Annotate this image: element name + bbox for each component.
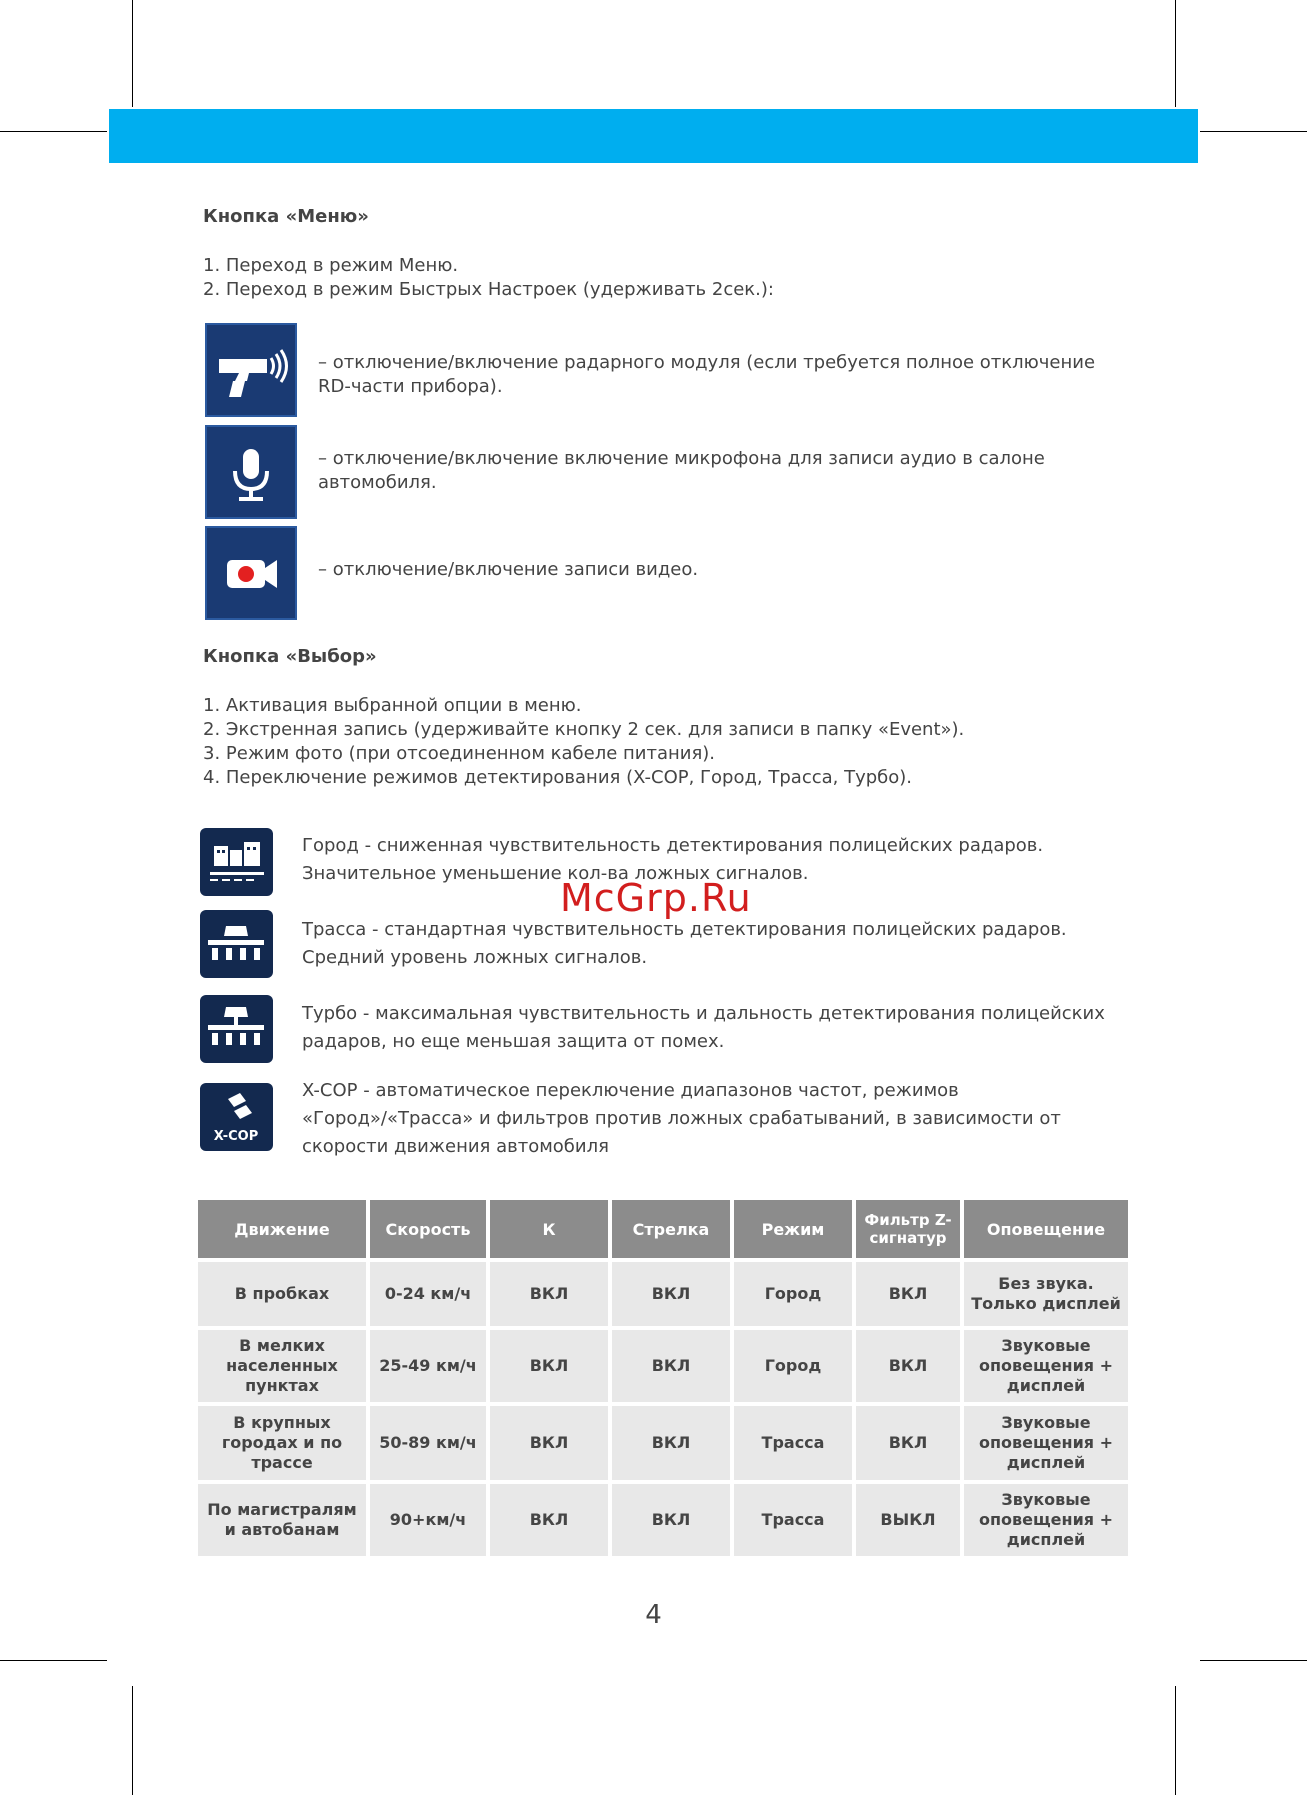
- video-record-icon: [205, 526, 297, 620]
- header-mode: Режим: [734, 1200, 852, 1258]
- cell-speed: 50-89 км/ч: [370, 1406, 486, 1480]
- cell-k: ВКЛ: [490, 1406, 608, 1480]
- table-row: [198, 1484, 1128, 1556]
- xcop-icon-label: X-COP: [213, 1129, 259, 1144]
- menu-line: 1. Переход в режим Меню.: [203, 255, 459, 276]
- cell-k: ВКЛ: [490, 1330, 608, 1402]
- header-k: К: [490, 1200, 608, 1258]
- table-row: [198, 1262, 1128, 1326]
- xcop-icon: [200, 1083, 273, 1151]
- turbo-icon: [200, 995, 273, 1063]
- microphone-icon: [205, 425, 297, 519]
- crop-mark: [132, 1686, 133, 1795]
- radar-gun-icon: [205, 323, 297, 417]
- header-filter: Фильтр Z-сигнатур: [856, 1200, 960, 1258]
- cell-arrow: ВКЛ: [612, 1330, 730, 1402]
- cell-filter: ВЫКЛ: [856, 1484, 960, 1556]
- cell-speed: 0-24 км/ч: [370, 1262, 486, 1326]
- cell-k: ВКЛ: [490, 1484, 608, 1556]
- select-line: 4. Переключение режимов детектирования (X-COP, Город, Трасса, Турбо).: [203, 767, 913, 788]
- cell-motion: В крупных городах и по трассе: [198, 1406, 366, 1480]
- turbo-mode-description: Турбо - максимальная чувствительность и дальность детектирования полицейских радаров, но еще меньшая защита от помех.: [302, 1003, 1105, 1052]
- highway-icon: [200, 910, 273, 978]
- menu-button-heading: Кнопка «Меню»: [203, 206, 369, 227]
- cell-speed: 90+км/ч: [370, 1484, 486, 1556]
- cell-speed: 25-49 км/ч: [370, 1330, 486, 1402]
- header-motion: Движение: [198, 1200, 366, 1258]
- watermark: McGrp.Ru: [560, 876, 752, 920]
- cell-alert: Звуковые оповещения + дисплей: [964, 1406, 1128, 1480]
- cell-motion: В пробках: [198, 1262, 366, 1326]
- cell-motion: В мелких населенных пунктах: [198, 1330, 366, 1402]
- crop-mark: [1175, 0, 1176, 107]
- microphone-description: – отключение/включение включение микрофона для записи аудио в салоне автомобиля.: [318, 448, 1045, 493]
- crop-mark: [1200, 1660, 1307, 1661]
- menu-line: 2. Переход в режим Быстрых Настроек (удерживать 2сек.):: [203, 279, 774, 300]
- cell-motion: По магистралям и автобанам: [198, 1484, 366, 1556]
- cell-mode: Трасса: [734, 1484, 852, 1556]
- highway-mode-description: Трасса - стандартная чувствительность детектирования полицейских радаров. Средний уровень ложных сигналов.: [302, 919, 1067, 968]
- city-mode-description: Город - сниженная чувствительность детектирования полицейских радаров. Значительное уменьшение кол-ва ложных сигналов.: [302, 835, 1044, 884]
- mode-table: [194, 1196, 1132, 1560]
- table-row: [198, 1406, 1128, 1480]
- select-line: 3. Режим фото (при отсоединенном кабеле питания).: [203, 743, 716, 764]
- cell-arrow: ВКЛ: [612, 1406, 730, 1480]
- cell-alert: Звуковые оповещения + дисплей: [964, 1484, 1128, 1556]
- cell-mode: Город: [734, 1262, 852, 1326]
- xcop-mode-description: X-COP - автоматическое переключение диапазонов частот, режимов «Город»/«Трасса» и фильтров против ложных срабатываний, в зависимости от скорости движения автомобиля: [302, 1080, 1061, 1157]
- cell-k: ВКЛ: [490, 1262, 608, 1326]
- page-number: 4: [645, 1600, 662, 1630]
- select-line: 2. Экстренная запись (удерживайте кнопку 2 сек. для записи в папку «Event»).: [203, 719, 965, 740]
- cell-mode: Трасса: [734, 1406, 852, 1480]
- cell-filter: ВКЛ: [856, 1330, 960, 1402]
- table-header-row: [198, 1200, 1128, 1258]
- header-alert: Оповещение: [964, 1200, 1128, 1258]
- cell-filter: ВКЛ: [856, 1262, 960, 1326]
- header-banner: [109, 109, 1198, 163]
- cell-alert: Звуковые оповещения + дисплей: [964, 1330, 1128, 1402]
- cell-alert: Без звука. Только дисплей: [964, 1262, 1128, 1326]
- radar-module-description: – отключение/включение радарного модуля (если требуется полное отключение RD-части прибора).: [318, 352, 1096, 397]
- crop-mark: [0, 1660, 107, 1661]
- header-arrow: Стрелка: [612, 1200, 730, 1258]
- select-button-heading: Кнопка «Выбор»: [203, 646, 377, 667]
- video-record-description: – отключение/включение записи видео.: [318, 559, 699, 580]
- table-row: [198, 1330, 1128, 1402]
- cell-mode: Город: [734, 1330, 852, 1402]
- select-line: 1. Активация выбранной опции в меню.: [203, 695, 582, 716]
- cell-arrow: ВКЛ: [612, 1484, 730, 1556]
- crop-mark: [0, 131, 107, 132]
- header-speed: Скорость: [370, 1200, 486, 1258]
- city-icon: [200, 828, 273, 896]
- cell-arrow: ВКЛ: [612, 1262, 730, 1326]
- crop-mark: [132, 0, 133, 107]
- cell-filter: ВКЛ: [856, 1406, 960, 1480]
- crop-mark: [1175, 1686, 1176, 1795]
- crop-mark: [1200, 131, 1307, 132]
